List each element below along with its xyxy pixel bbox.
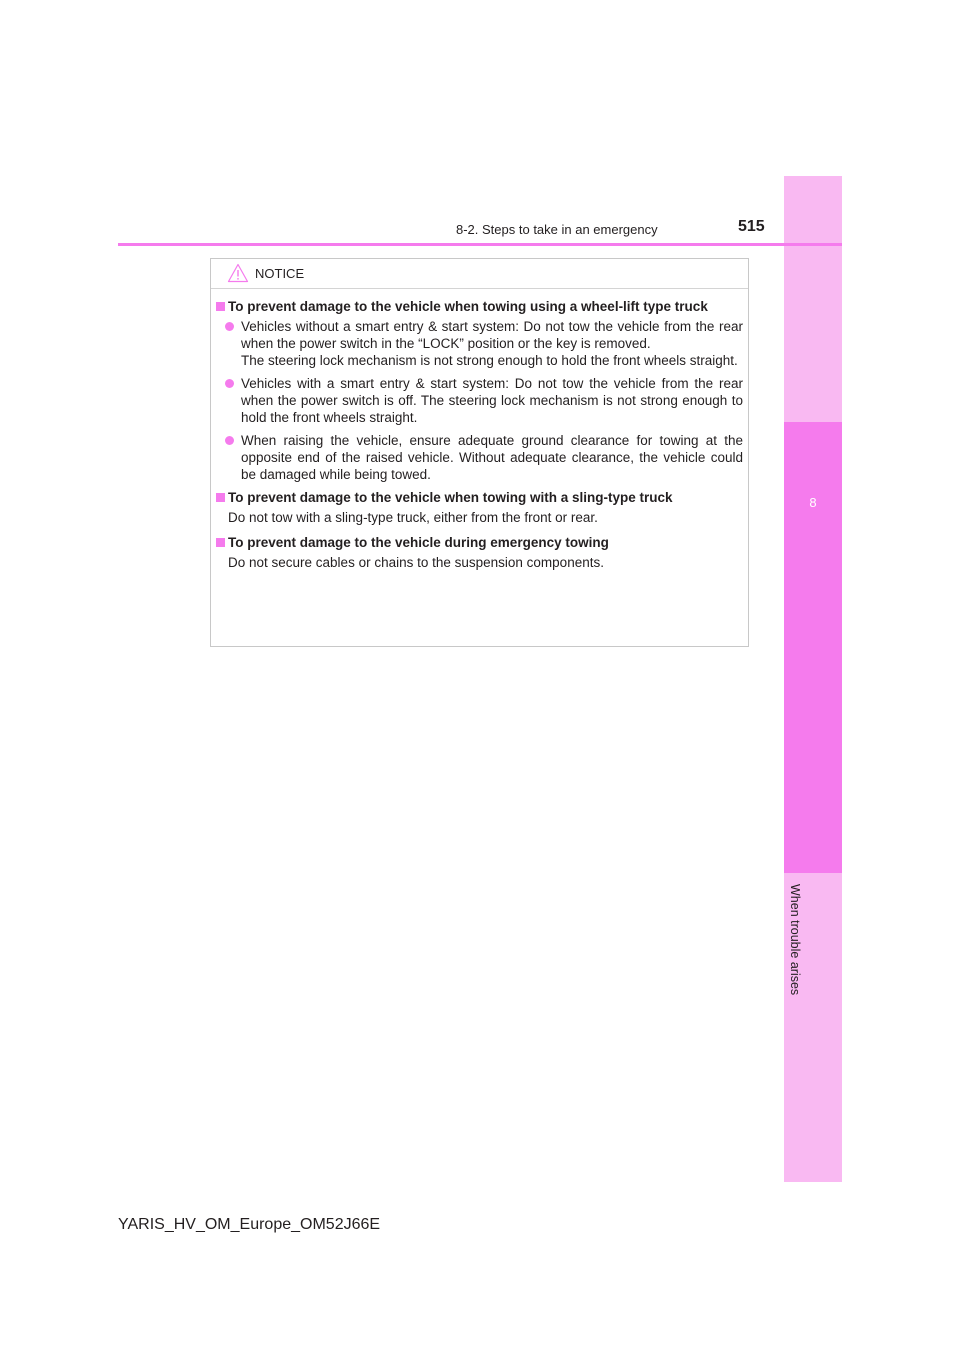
warning-triangle-icon	[227, 263, 249, 283]
notice-header	[211, 259, 748, 289]
square-bullet-icon	[216, 538, 225, 547]
section-text: Do not tow with a sling-type truck, either from the front or rear.	[228, 510, 598, 525]
list-item	[211, 432, 750, 483]
list-item	[211, 375, 750, 426]
page-number: 515	[738, 218, 765, 235]
section-title: 8-2. Steps to take in an emergency	[456, 222, 658, 237]
chapter-title: When trouble arises	[788, 884, 802, 996]
chapter-tab[interactable]	[784, 422, 842, 873]
list-item-text: Vehicles without a smart entry & start system: Do not tow the vehicle from the rear when the power switch in the “LOCK” position or the key is removed.	[241, 319, 743, 351]
round-bullet-icon	[225, 436, 234, 445]
square-bullet-icon	[216, 302, 225, 311]
section-heading: To prevent damage to the vehicle when towing using a wheel-lift type truck	[211, 298, 750, 315]
notice-box	[210, 258, 749, 647]
section-heading: To prevent damage to the vehicle during emergency towing	[211, 534, 750, 551]
doc-code: YARIS_HV_OM_Europe_OM52J66E	[118, 1216, 381, 1233]
list-item	[211, 318, 750, 369]
round-bullet-icon	[225, 322, 234, 331]
round-bullet-icon	[225, 379, 234, 388]
list-item-text: Vehicles with a smart entry & start system: Do not tow the vehicle from the rear when the power switch is off. The steering lock mechanism is not strong enough to hold the front wheels straight.	[241, 376, 743, 425]
square-bullet-icon	[216, 493, 225, 502]
notice-label: NOTICE	[255, 266, 305, 281]
header-rule	[118, 243, 842, 246]
section-text: Do not secure cables or chains to the suspension components.	[228, 555, 604, 570]
notice-content	[211, 298, 750, 579]
chapter-number: 8	[809, 495, 817, 510]
section-heading: To prevent damage to the vehicle when towing with a sling-type truck	[211, 489, 750, 506]
list-item-text: The steering lock mechanism is not strong enough to hold the front wheels straight.	[241, 353, 738, 368]
list-item-text: When raising the vehicle, ensure adequate ground clearance for towing at the opposite end of the raised vehicle. Without adequate clearance, the vehicle could be damaged while being towed.	[241, 433, 743, 482]
